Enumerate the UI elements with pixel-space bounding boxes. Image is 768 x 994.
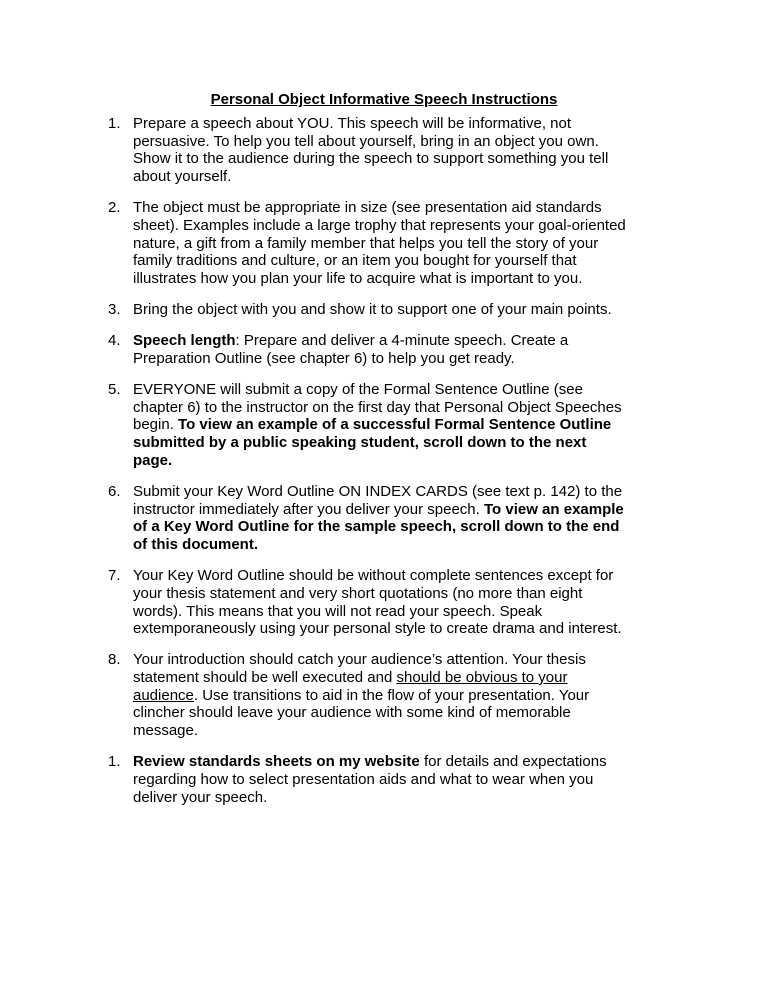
item-number: 2.	[108, 199, 121, 217]
text-segment: begin.	[133, 416, 179, 434]
text-line	[133, 270, 768, 288]
item-number: 6.	[108, 482, 121, 500]
text-segment: illustrates how you plan your life to acquire what is important to you.	[133, 270, 583, 288]
text-line	[133, 585, 768, 603]
text-line	[133, 567, 768, 585]
item-text	[133, 332, 768, 367]
item-text	[133, 483, 768, 554]
list-item	[0, 301, 768, 319]
text-line	[133, 217, 768, 235]
text-line	[133, 501, 768, 519]
text-line	[133, 620, 768, 638]
text-line	[133, 704, 768, 722]
text-segment: statement should be well executed and	[133, 669, 397, 687]
text-segment: EVERYONE will submit a copy of the Formal Sentence Outline (see	[133, 381, 583, 398]
text-segment: Your introduction should catch your audience’s attention. Your thesis	[133, 651, 586, 669]
text-segment: sheet). Examples include a large trophy that represents your goal-oriented	[133, 216, 626, 234]
item-number: 4.	[108, 332, 121, 350]
list-item	[0, 199, 768, 288]
text-segment: Preparation Outline (see chapter 6) to help you get ready.	[133, 349, 515, 367]
text-line	[133, 399, 768, 417]
bold-text: submitted by a public speaking student, scroll down to the next	[133, 434, 587, 452]
text-segment: family traditions and culture, or an item you bought for yourself that	[133, 252, 577, 270]
underlined-text: audience	[133, 686, 194, 704]
text-segment: about yourself.	[133, 168, 232, 186]
bold-text: Speech length	[133, 332, 236, 350]
text-segment: Prepare a speech about YOU. This speech will be informative, not	[133, 115, 572, 132]
item-number: 3.	[108, 301, 121, 319]
text-line	[133, 669, 768, 687]
text-line	[133, 452, 768, 470]
text-line	[133, 416, 768, 434]
item-text	[133, 651, 768, 740]
text-segment: Your Key Word Outline should be without complete sentences except for	[133, 567, 614, 585]
text-line	[133, 252, 768, 270]
item-text	[133, 567, 768, 638]
bold-text: page.	[133, 451, 173, 469]
item-number: 1.	[108, 753, 121, 771]
bold-text: To view an example	[483, 500, 624, 518]
document-title: Personal Object Informative Speech Instructions	[210, 91, 558, 108]
item-text	[133, 381, 768, 470]
text-segment: your thesis statement and very short quotations (no more than eight	[133, 584, 583, 602]
text-line	[133, 133, 768, 151]
text-segment: extemporaneously using your personal style to create drama and interest.	[133, 620, 622, 638]
bold-text: of this document.	[133, 536, 258, 554]
list-item	[0, 483, 768, 554]
item-text	[133, 301, 768, 319]
item-number: 1.	[108, 115, 121, 132]
text-line	[133, 722, 768, 740]
text-line	[133, 518, 768, 536]
bold-text: of a Key Word Outline for the sample speech, scroll down to the end	[133, 518, 620, 536]
text-line	[133, 150, 768, 168]
list-item	[0, 651, 768, 740]
list-item	[0, 332, 768, 367]
text-line	[133, 651, 768, 669]
text-line	[133, 332, 768, 350]
text-segment: chapter 6) to the instructor on the first day that Personal Object Speeches	[133, 398, 622, 416]
list-item	[0, 567, 768, 638]
item-number: 8.	[108, 651, 121, 669]
list-item	[0, 115, 768, 186]
bold-text: Review standards sheets on my website	[133, 753, 420, 771]
text-segment: : Prepare and deliver a 4-minute speech. Create a	[235, 332, 569, 350]
text-line	[133, 115, 768, 133]
underlined-text: should be obvious to your	[396, 669, 568, 687]
text-line	[133, 350, 768, 368]
item-number: 7.	[108, 567, 121, 585]
text-segment: regarding how to select presentation aids and what to wear when you	[133, 770, 594, 788]
item-number: 5.	[108, 381, 121, 398]
text-segment: Submit your Key Word Outline ON INDEX CARDS (see text p. 142) to the	[133, 482, 623, 500]
text-segment: message.	[133, 722, 199, 740]
text-segment: Bring the object with you and show it to support one of your main points.	[133, 301, 612, 319]
text-segment: . Use transitions to aid in the flow of your presentation. Your	[193, 686, 590, 704]
list-item	[0, 753, 768, 806]
text-line	[133, 483, 768, 501]
text-line	[133, 687, 768, 705]
text-line	[133, 603, 768, 621]
text-line	[133, 434, 768, 452]
item-text	[133, 753, 768, 806]
item-text	[133, 199, 768, 288]
text-line	[133, 771, 768, 789]
text-line	[133, 381, 768, 399]
text-segment: clincher should leave your audience with some kind of memorable	[133, 704, 571, 722]
item-text	[133, 115, 768, 186]
text-line	[133, 789, 768, 807]
list-item	[0, 381, 768, 470]
text-segment: persuasive. To help you tell about yourself, bring in an object you own.	[133, 132, 599, 150]
text-segment: nature, a gift from a family member that helps you tell the story of your	[133, 234, 599, 252]
bold-text: To view an example of a successful Formal Sentence Outline	[178, 416, 612, 434]
text-segment: deliver your speech.	[133, 788, 268, 806]
text-segment: The object must be appropriate in size (see presentation aid standards	[133, 199, 602, 217]
text-line	[133, 199, 768, 217]
text-line	[133, 168, 768, 186]
text-segment: words). This means that you will not read your speech. Speak	[133, 602, 543, 620]
text-segment: for details and expectations	[419, 753, 607, 771]
instruction-list	[0, 115, 768, 820]
text-segment: instructor immediately after you deliver your speech.	[133, 500, 484, 518]
text-segment: Show it to the audience during the speech to support something you tell	[133, 150, 609, 168]
text-line	[133, 753, 768, 771]
text-line	[133, 536, 768, 554]
text-line	[133, 235, 768, 253]
text-line	[133, 301, 768, 319]
